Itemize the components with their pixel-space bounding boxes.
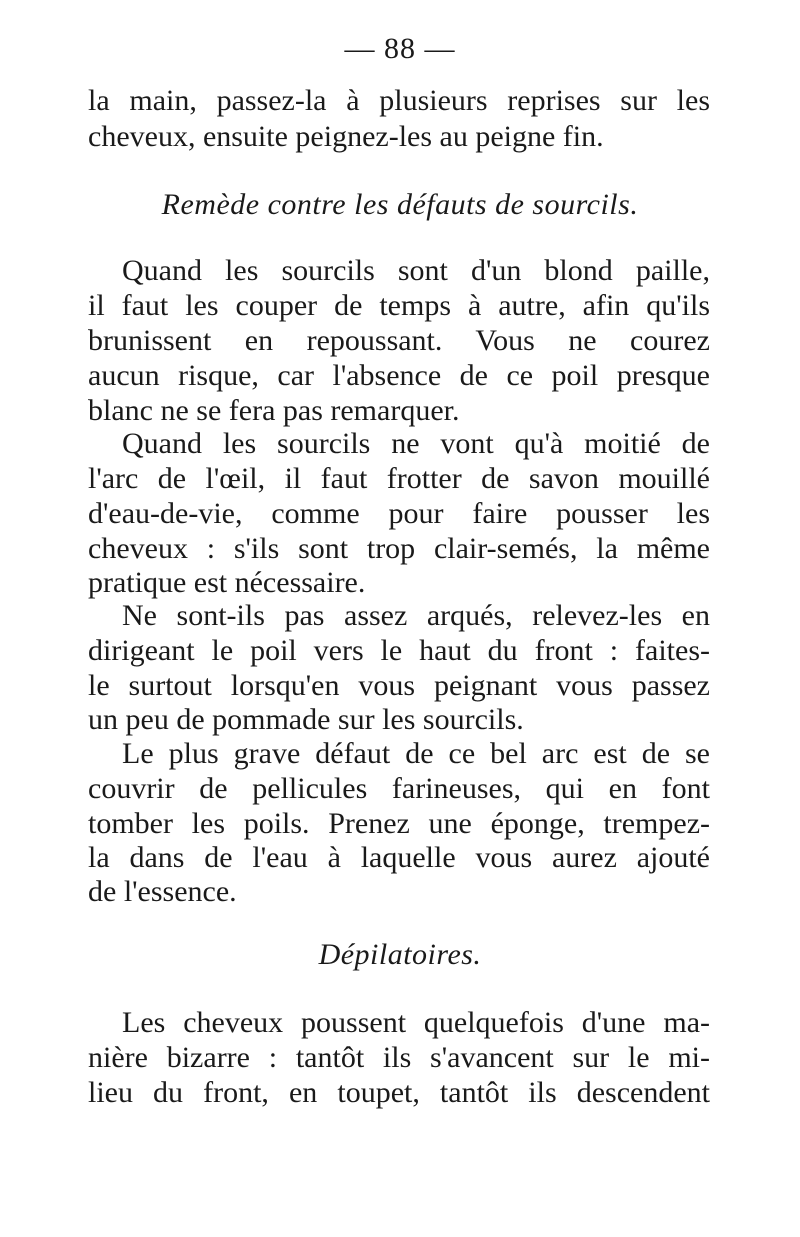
paragraph-line: couvrir de pellicules farineuses, qui en font [88, 772, 710, 805]
section-heading: Dépilatoires. [318, 938, 482, 971]
paragraph-line: Ne sont-ils pas assez arqués, relevez-les en [122, 599, 710, 632]
paragraph-line: de l'essence. [88, 875, 237, 908]
paragraph-line: tomber les poils. Prenez une éponge, trempez- [88, 807, 710, 840]
text-line: cheveux, ensuite peignez-les au peigne fin. [88, 120, 604, 153]
page-number: — 88 — [344, 32, 456, 65]
text-line: la main, passez-la à plusieurs reprises sur les [88, 84, 710, 117]
paragraph-line: l'arc de l'œil, il faut frotter de savon mouillé [88, 462, 710, 495]
paragraph-line: le surtout lorsqu'en vous peignant vous passez [88, 669, 710, 702]
section-heading: Remède contre les défauts de sourcils. [161, 188, 639, 221]
paragraph-line: la dans de l'eau à laquelle vous aurez ajouté [88, 841, 710, 874]
paragraph-line: un peu de pommade sur les sourcils. [88, 703, 524, 736]
paragraph-line: Quand les sourcils ne vont qu'à moitié de [122, 427, 710, 460]
paragraph-line: nière bizarre : tantôt ils s'avancent sur le mi- [88, 1041, 710, 1074]
paragraph-line: aucun risque, car l'absence de ce poil presque [88, 359, 710, 392]
paragraph-line: blanc ne se fera pas remarquer. [88, 394, 460, 427]
paragraph-line: il faut les couper de temps à autre, afin qu'ils [88, 289, 710, 322]
paragraph-line: cheveux : s'ils sont trop clair-semés, la même [88, 532, 710, 565]
paragraph-line: pratique est nécessaire. [88, 566, 366, 599]
paragraph-line: Le plus grave défaut de ce bel arc est de se [122, 737, 710, 770]
paragraph-line: d'eau-de-vie, comme pour faire pousser les [88, 497, 710, 530]
paragraph-line: Les cheveux poussent quelquefois d'une ma- [122, 1006, 710, 1039]
paragraph-line: lieu du front, en toupet, tantôt ils descendent [88, 1076, 710, 1109]
paragraph-line: Quand les sourcils sont d'un blond paille, [122, 254, 710, 287]
paragraph-line: brunissent en repoussant. Vous ne courez [88, 324, 710, 357]
paragraph-line: dirigeant le poil vers le haut du front : faites- [88, 634, 710, 667]
